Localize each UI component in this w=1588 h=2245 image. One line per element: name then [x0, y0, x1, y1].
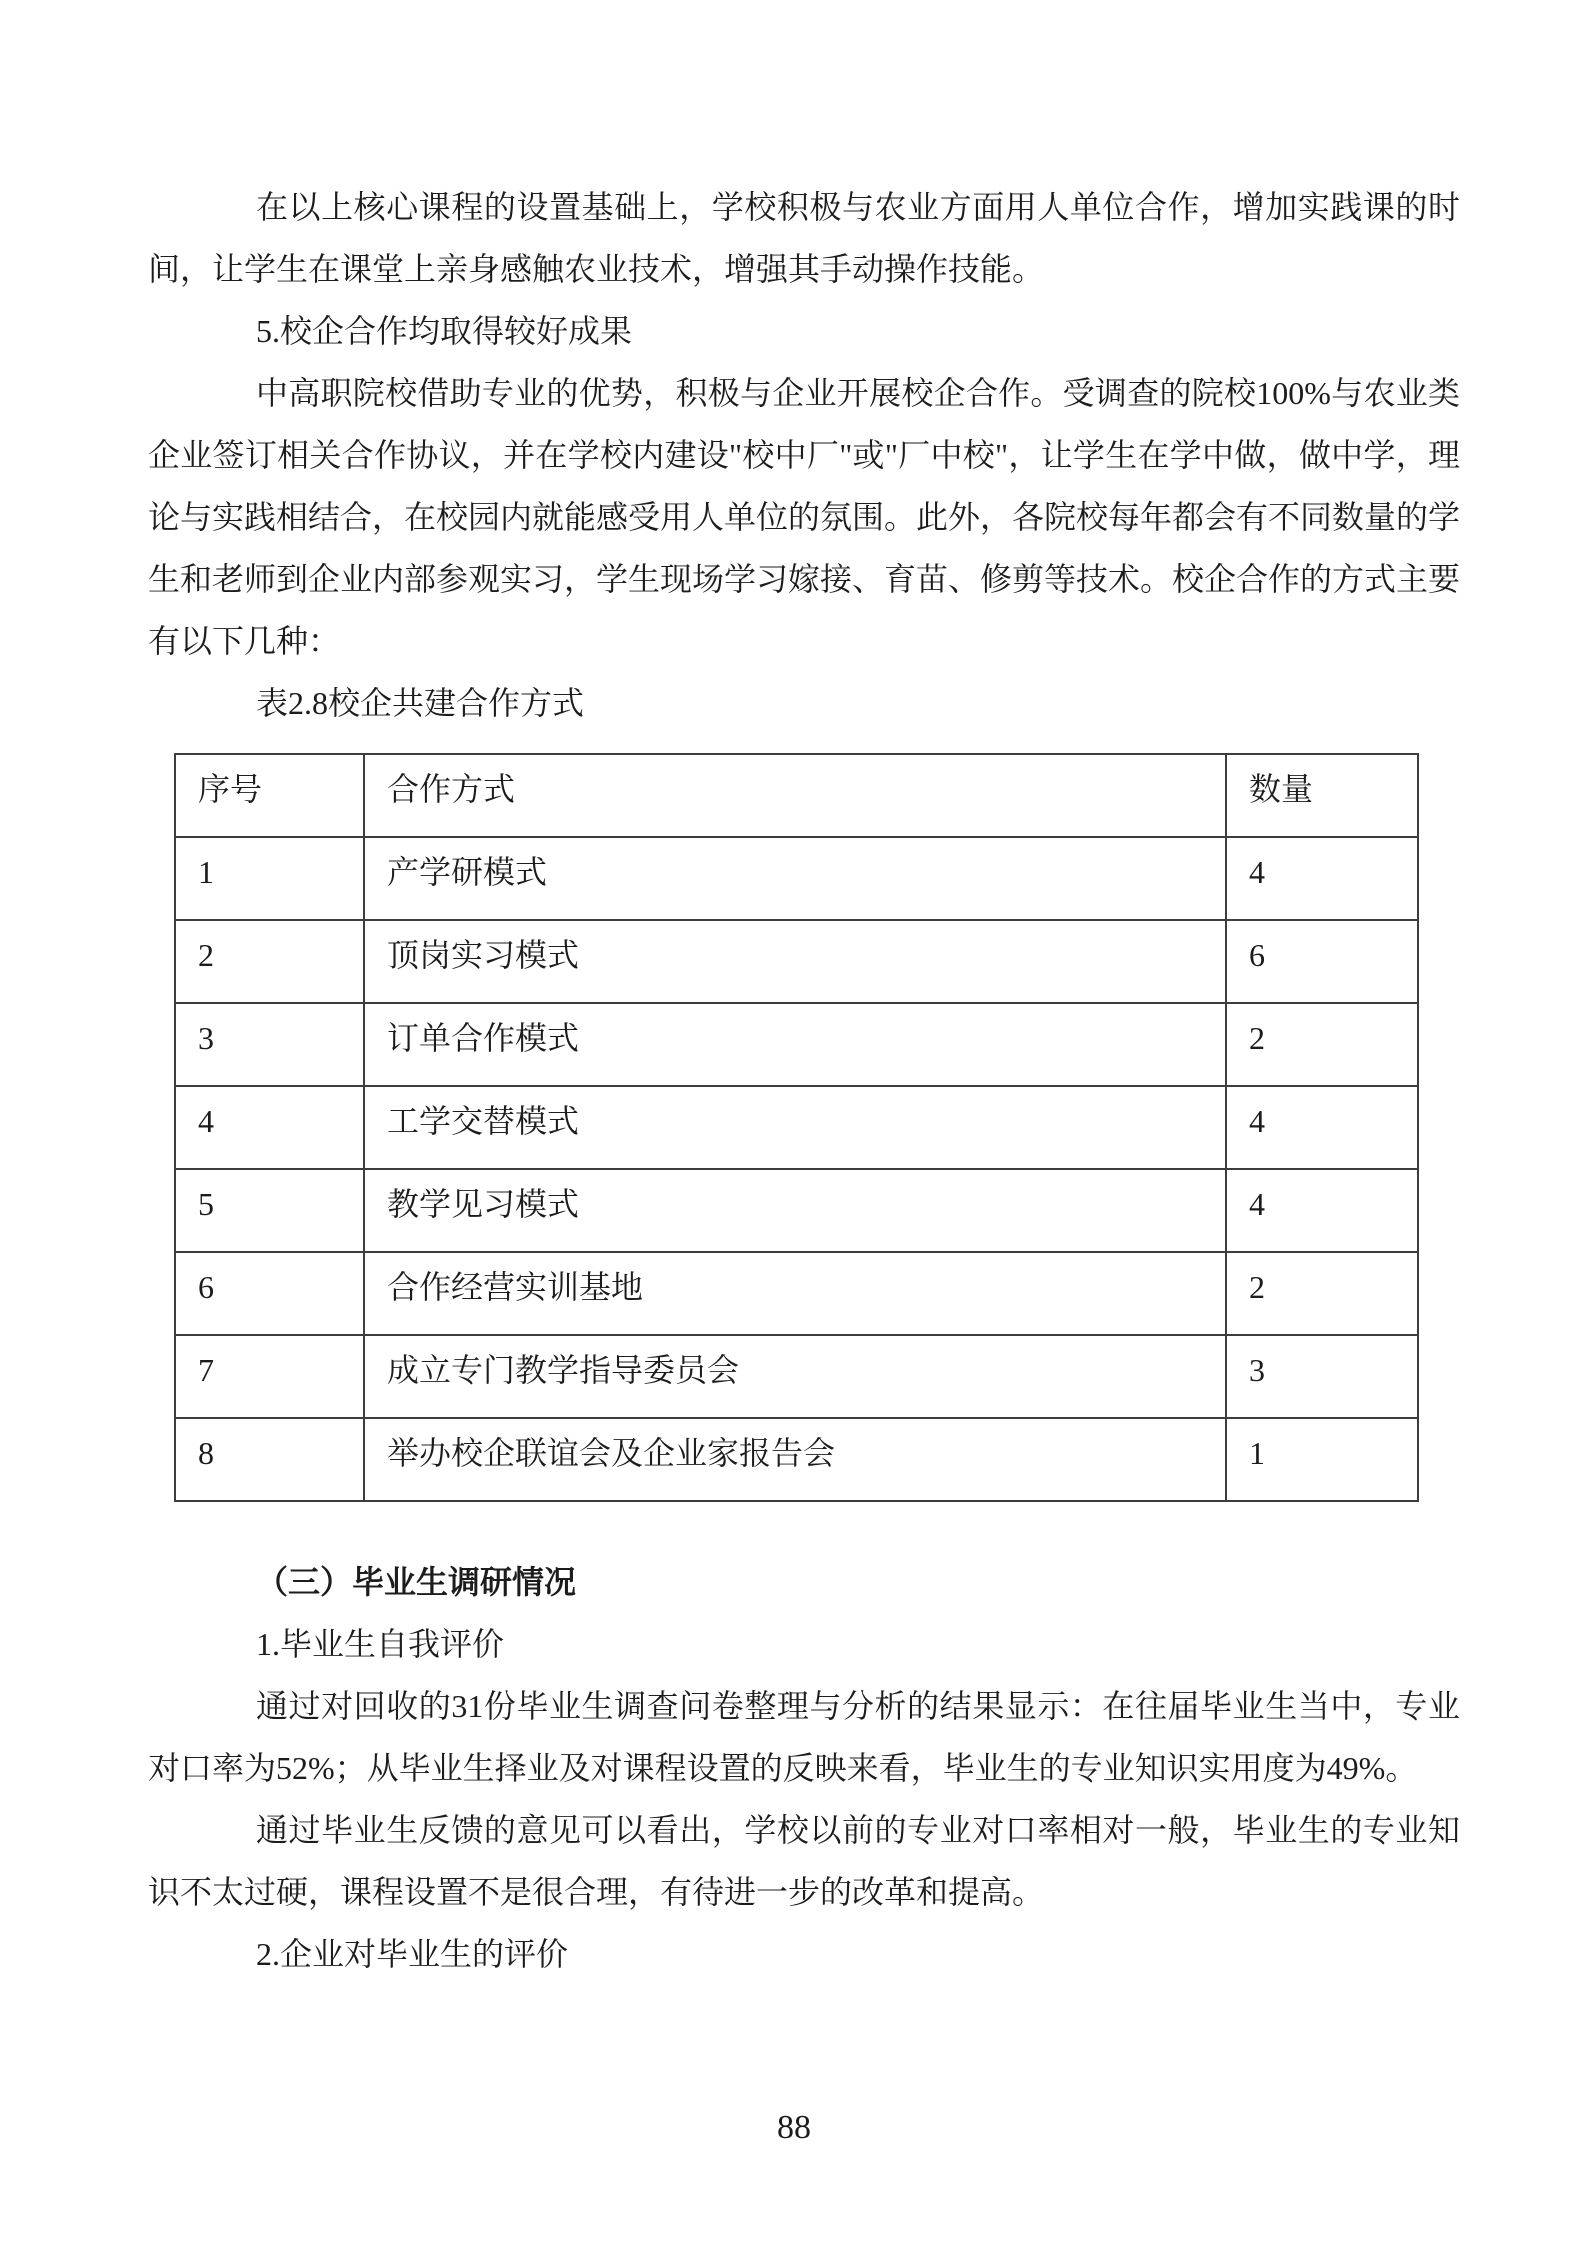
- table-cell: 订单合作模式: [364, 1003, 1226, 1086]
- heading-graduate-self-evaluation: 1.毕业生自我评价: [256, 1626, 505, 1662]
- table-row: [175, 1418, 1418, 1501]
- table-cell: 1: [175, 837, 364, 920]
- table-cell: 4: [1226, 1086, 1418, 1169]
- table-header-cell: 序号: [175, 754, 364, 837]
- table-row: [175, 1086, 1418, 1169]
- table-cell: 8: [175, 1418, 364, 1501]
- table-row: [175, 1335, 1418, 1418]
- table-cell: 2: [175, 920, 364, 1003]
- table-cell: 3: [1226, 1335, 1418, 1418]
- table-cell: 2: [1226, 1252, 1418, 1335]
- table-cell: 4: [1226, 1169, 1418, 1252]
- cooperation-methods-table: [174, 753, 1419, 1502]
- heading-graduate-survey-section: （三）毕业生调研情况: [256, 1564, 577, 1600]
- table-header-cell: 数量: [1226, 754, 1418, 837]
- table-cell: 工学交替模式: [364, 1086, 1226, 1169]
- table-cell: 4: [175, 1086, 364, 1169]
- paragraph-core-courses: 在以上核心课程的设置基础上，学校积极与农业方面用人单位合作，增加实践课的时间，让学生在课堂上亲身感触农业技术，增强其手动操作技能。: [148, 189, 1460, 287]
- table-cell: 2: [1226, 1003, 1418, 1086]
- table-row: [175, 1003, 1418, 1086]
- table-header-cell: 合作方式: [364, 754, 1226, 837]
- table-cell: 3: [175, 1003, 364, 1086]
- table-cell: 6: [175, 1252, 364, 1335]
- table-row: [175, 837, 1418, 920]
- paragraph-school-enterprise-cooperation: 中高职院校借助专业的优势，积极与企业开展校企合作。受调查的院校100%与农业类企业签订相关合作协议，并在学校内建设"校中厂"或"厂中校"，让学生在学中做，做中学，理论与实践相结合，在校园内就能感受用人单位的氛围。此外，各院校每年都会有不同数量的学生和老师到企业内部参观实习，学生现场学习嫁接、育苗、修剪等技术。校企合作的方式主要有以下几种：: [148, 375, 1461, 659]
- table-cell: 4: [1226, 837, 1418, 920]
- table-cell: 合作经营实训基地: [364, 1252, 1226, 1335]
- page-number: 88: [777, 2109, 811, 2146]
- table-header-row: [175, 754, 1418, 837]
- table-caption: 表2.8校企共建合作方式: [256, 685, 585, 721]
- table-cell: 6: [1226, 920, 1418, 1003]
- paragraph-graduate-feedback: 通过毕业生反馈的意见可以看出，学校以前的专业对口率相对一般，毕业生的专业知识不太过硬，课程设置不是很合理，有待进一步的改革和提高。: [148, 1812, 1460, 1910]
- table-row: [175, 1252, 1418, 1335]
- paragraph-survey-results: 通过对回收的31份毕业生调查问卷整理与分析的结果显示：在往届毕业生当中，专业对口率为52%；从毕业生择业及对课程设置的反映来看，毕业生的专业知识实用度为49%。: [148, 1688, 1460, 1786]
- table-cell: 顶岗实习模式: [364, 920, 1226, 1003]
- heading-enterprise-evaluation: 2.企业对毕业生的评价: [256, 1936, 569, 1972]
- table-cell: 产学研模式: [364, 837, 1226, 920]
- table-cell: 1: [1226, 1418, 1418, 1501]
- table-cell: 举办校企联谊会及企业家报告会: [364, 1418, 1226, 1501]
- table-cell: 成立专门教学指导委员会: [364, 1335, 1226, 1418]
- table-row: [175, 920, 1418, 1003]
- table-cell: 7: [175, 1335, 364, 1418]
- heading-school-enterprise-results: 5.校企合作均取得较好成果: [256, 313, 633, 349]
- table-cell: 5: [175, 1169, 364, 1252]
- table-cell: 教学见习模式: [364, 1169, 1226, 1252]
- table-row: [175, 1169, 1418, 1252]
